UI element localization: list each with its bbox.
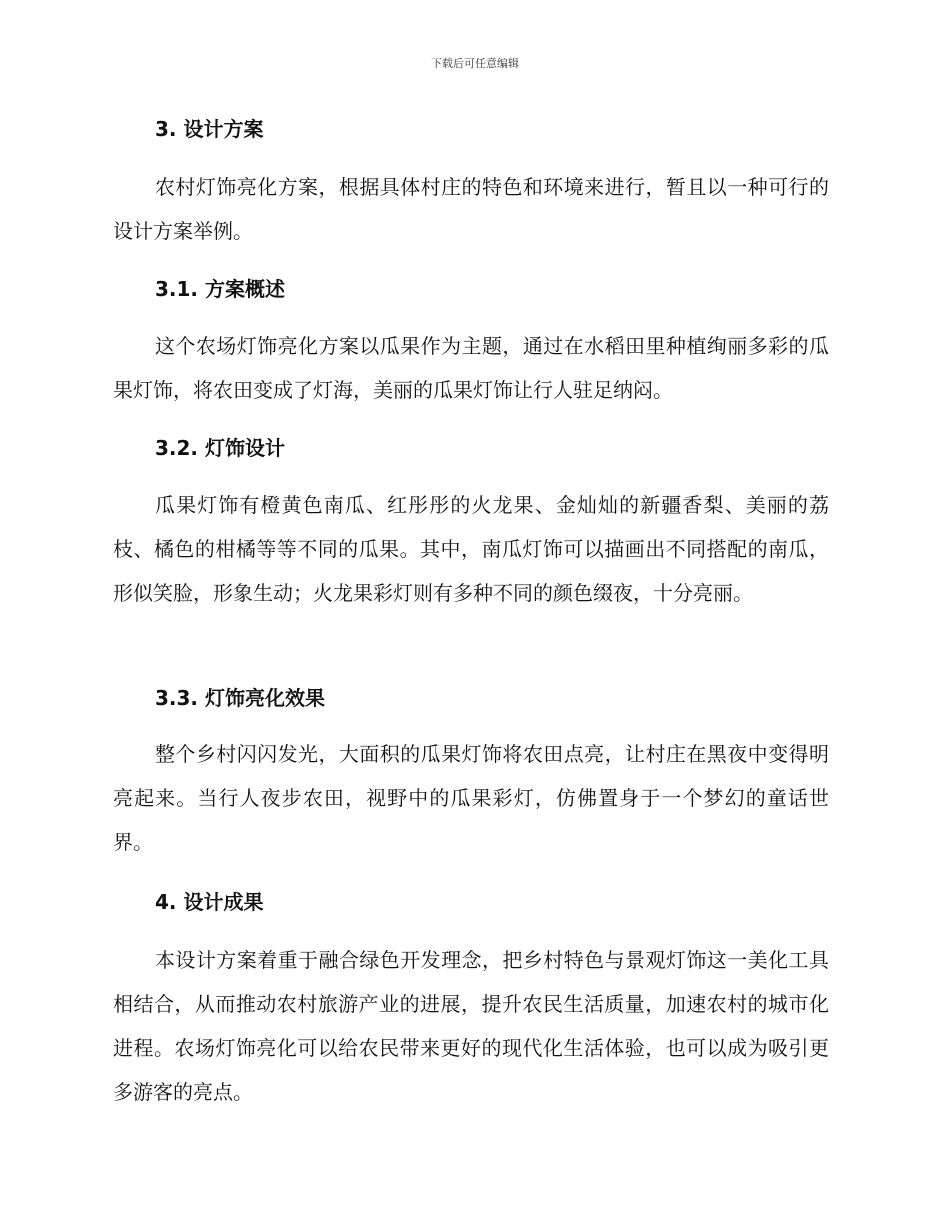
header-note: 下载后可任意编辑: [431, 57, 519, 70]
paragraph-text: 本设计方案着重于融合绿色开发理念，把乡村特色与景观灯饰这一美化工具相结合，从而推动农村旅游产业的进展，提升农民生活质量，加速农村的城市化进程。农场灯饰亮化可以给农民带来更好的现代化生活体验，也可以成为吸引更多游客的亮点。: [113, 948, 829, 1104]
section-heading-3-2: 3.2. 灯饰设计: [155, 436, 285, 460]
paragraph-text: 整个乡村闪闪发光，大面积的瓜果灯饰将农田点亮，让村庄在黑夜中变得明亮起来。当行人夜步农田，视野中的瓜果彩灯，仿佛置身于一个梦幻的童话世界。: [113, 742, 829, 854]
section-paragraph-4: [113, 938, 829, 1114]
section-heading-3-3: 3.3. 灯饰亮化效果: [155, 686, 325, 710]
paragraph-text: 农村灯饰亮化方案，根据具体村庄的特色和环境来进行，暂且以一种可行的设计方案举例。: [113, 175, 829, 243]
section-paragraph-3: [113, 165, 829, 253]
paragraph-text: 这个农场灯饰亮化方案以瓜果作为主题，通过在水稻田里种植绚丽多彩的瓜果灯饰，将农田变成了灯海，美丽的瓜果灯饰让行人驻足纳闷。: [113, 334, 829, 402]
section-paragraph-3-3: [113, 732, 829, 864]
section-heading-3-1: 3.1. 方案概述: [155, 277, 285, 301]
section-paragraph-3-1: [113, 324, 829, 412]
section-heading-4: 4. 设计成果: [155, 890, 264, 914]
section-heading-3: 3. 设计方案: [155, 117, 264, 141]
section-paragraph-3-2: [113, 483, 829, 615]
paragraph-text: 瓜果灯饰有橙黄色南瓜、红彤彤的火龙果、金灿灿的新疆香梨、美丽的荔枝、橘色的柑橘等等不同的瓜果。其中，南瓜灯饰可以描画出不同搭配的南瓜，形似笑脸，形象生动；火龙果彩灯则有多种不同的颜色缀夜，十分亮丽。: [113, 493, 829, 605]
